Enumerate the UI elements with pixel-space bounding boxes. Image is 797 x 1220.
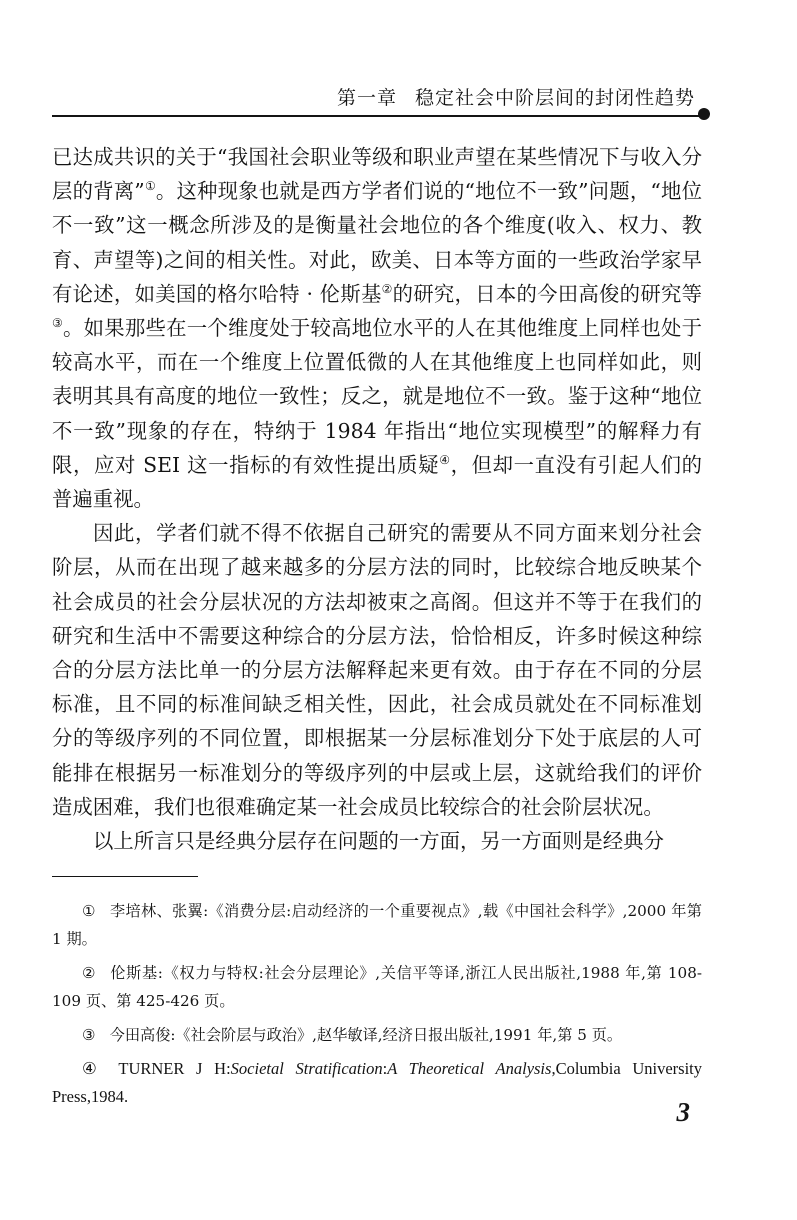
footnote-4-title: Societal Stratification: [230, 1059, 383, 1078]
paragraph-2: 因此，学者们就不得不依据自己研究的需要从不同方面来划分社会阶层，从而在出现了越来越多的分层方法的同时，比较综合地反映某个社会成员的社会分层状况的方法却被束之高阁。但这并不等于在我们的研究和生活中不需要这种综合的分层方法，恰恰相反，许多时候这种综合的分层方法比单一的分层方法解释起来更有效。由于存在不同的分层标准，且不同的标准间缺乏相关性，因此，社会成员就处在不同标准划分的等级序列的不同位置，即根据某一分层标准划分下处于底层的人可能排在根据另一标准划分的等级序列的中层或上层，这就给我们的评价造成困难，我们也很难确定某一社会成员比较综合的社会阶层状况。: [52, 521, 702, 819]
paragraph-1-part-1: 已达成共识的关于“我国社会职业等级和职业声望在某些情况下与收入分层的背离”: [52, 145, 702, 204]
footnote-4-subtitle: A Theoretical Analysis: [387, 1059, 552, 1078]
footnote-4-number: ④: [82, 1059, 105, 1078]
paragraph-1-part-3: 的研究，日本的今田高俊的研究等: [392, 281, 702, 306]
paragraph-1-part-2: 。这种现象也就是西方学者们说的“地位不一致”问题，“地位不一致”这一概念所涉及的是衡量社会地位的各个维度(收入、权力、教育、声望等)之间的相关性。对此，欧美、日本等方面的一些政治学家早有论述，如美国的格尔哈特 · 伦斯基: [52, 179, 702, 306]
main-text: [52, 140, 702, 858]
footnote-4-publisher: ,Columbia University Press,1984.: [52, 1059, 703, 1106]
running-header: [52, 85, 695, 111]
footnote-3: [52, 1021, 702, 1049]
header-rule: [52, 115, 702, 117]
header-title: 稳定社会中阶层间的封闭性趋势: [414, 87, 695, 109]
footnotes: [52, 897, 702, 1117]
footnote-1-number: ①: [82, 902, 96, 920]
paragraph-3: 以上所言只是经典分层存在问题的一方面，另一方面则是经典分: [93, 829, 664, 854]
page-number: 3: [676, 1097, 690, 1127]
paragraph-1-part-5: ，但却一直没有引起人们的普遍重视。: [52, 452, 703, 512]
footnote-2: [52, 959, 702, 1015]
footnote-ref-4: ④: [439, 453, 451, 468]
footnote-1-text: 李培林、张翼:《消费分层:启动经济的一个重要视点》,载《中国社会科学》,2000 年第 1 期。: [52, 902, 702, 948]
header-chapter: 第一章: [336, 87, 397, 109]
footnote-2-number: ②: [82, 964, 97, 982]
footnote-4: [52, 1055, 702, 1111]
paragraph-1: [52, 140, 702, 516]
footnote-4-author: TURNER J H:: [118, 1059, 231, 1078]
footnote-2-text: 伦斯基:《权力与特权:社会分层理论》,关信平等译,浙江人民出版社,1988 年,第 108-109 页、第 425-426 页。: [52, 964, 702, 1010]
footnote-3-number: ③: [82, 1026, 96, 1044]
footnote-separator: [52, 876, 198, 877]
footnote-3-text: 今田高俊:《社会阶层与政治》,赵华敏译,经济日报出版社,1991 年,第 5 页。: [109, 1026, 623, 1044]
header-bullet-dot: [698, 108, 710, 120]
footnote-ref-3: ③: [52, 316, 63, 331]
paragraph-1-part-4: 。如果那些在一个维度处于较高地位水平的人在其他维度上同样也处于较高水平，而在一个维度上位置低微的人在其他维度上也同样如此，则表明其具有高度的地位一致性；反之，就是地位不一致。鉴于这种“地位不一致”现象的存在，特纳于 1984 年指出“地位实现模型”的解释力有限，应对 SEI 这一指标的有效性提出质疑: [52, 316, 703, 477]
footnote-1: [52, 897, 702, 953]
footnote-ref-2: ②: [381, 282, 393, 297]
footnote-4-colon: :: [382, 1059, 388, 1078]
footnote-ref-1: ①: [144, 179, 156, 194]
